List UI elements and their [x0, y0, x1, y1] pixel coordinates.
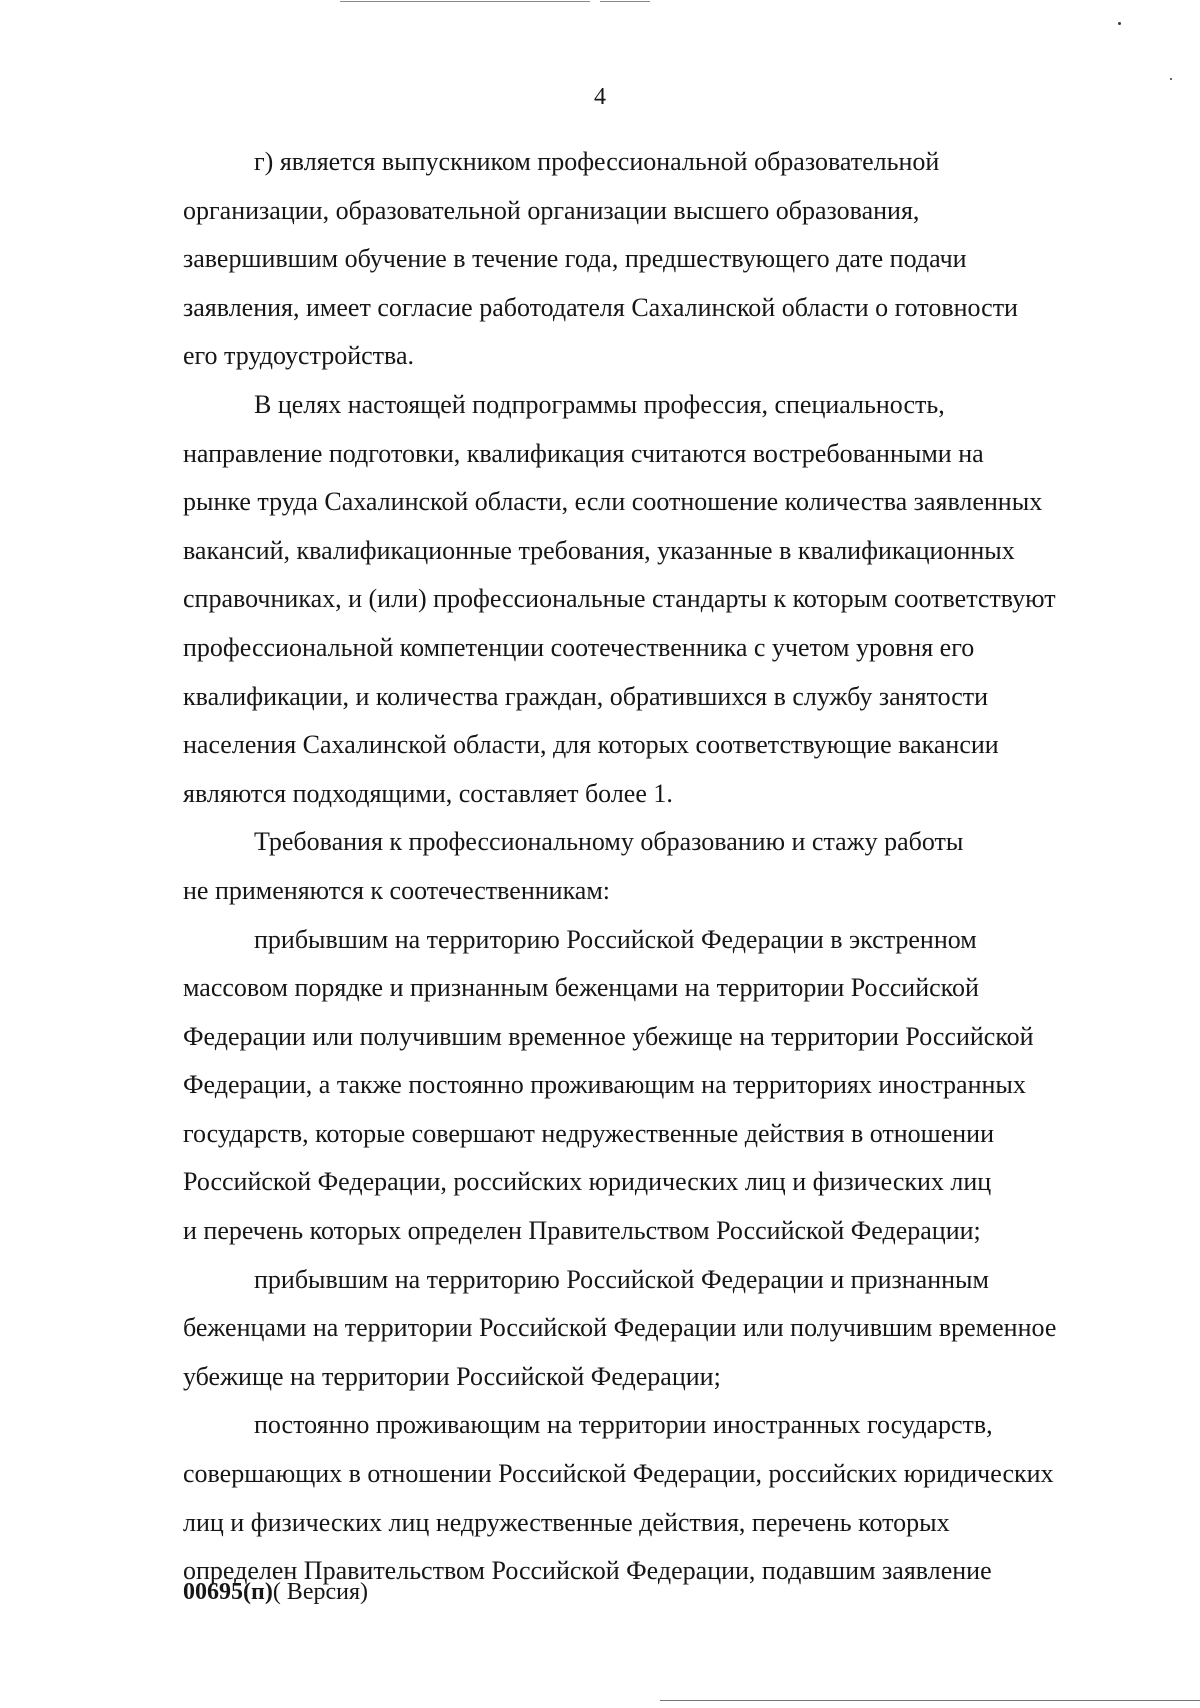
scan-artifact-dot — [1118, 22, 1121, 25]
paragraph — [183, 381, 1113, 818]
paragraph-line: убежище на территории Российской Федерации; — [183, 1361, 721, 1391]
paragraph-line: прибывшим на территорию Российской Федерации и признанным — [254, 1264, 989, 1294]
paragraph-line: массовом порядке и признанным беженцами на территории Российской — [183, 973, 979, 1003]
paragraph-line: заявления, имеет согласие работодателя Сахалинской области о готовности — [183, 292, 1018, 322]
paragraph — [183, 1256, 1113, 1402]
paragraph — [183, 1401, 1113, 1595]
paragraph-line: Федерации или получившим временное убежище на территории Российской — [183, 1021, 1034, 1051]
paragraph-line: совершающих в отношении Российской Федерации, российских юридических — [183, 1459, 1054, 1489]
paragraph-line: и перечень которых определен Правительством Российской Федерации; — [183, 1216, 981, 1246]
paragraph-line: рынке труда Сахалинской области, если соотношение количества заявленных — [183, 487, 1043, 517]
document-body — [183, 138, 1113, 1596]
scan-artifact-dot — [1170, 78, 1172, 80]
document-version: ( Версия) — [272, 1579, 368, 1605]
page-number: 4 — [594, 84, 606, 110]
paragraph — [183, 916, 1113, 1256]
paragraph-line: завершившим обучение в течение года, предшествующего дате подачи — [183, 244, 967, 274]
paragraph-line: прибывшим на территорию Российской Федерации в экстренном — [254, 924, 977, 954]
paragraph-line: организации, образовательной организации высшего образования, — [183, 195, 920, 225]
paragraph-line: Российской Федерации, российских юридических лиц и физических лиц — [183, 1167, 992, 1197]
paragraph-line: не применяются к соотечественникам: — [183, 875, 611, 905]
scan-artifact-line — [600, 1, 650, 2]
paragraph — [183, 138, 1113, 381]
paragraph-line: Требования к профессиональному образованию и стажу работы — [254, 827, 964, 857]
document-code: 00695(п) — [183, 1579, 273, 1605]
paragraph-line: квалификации, и количества граждан, обратившихся в службу занятости — [183, 681, 989, 711]
paragraph-line: определен Правительством Российской Федерации, подавшим заявление — [183, 1556, 992, 1586]
scan-artifact-line — [660, 1700, 1200, 1701]
document-footer — [183, 1577, 368, 1607]
paragraph-line: вакансий, квалификационные требования, указанные в квалификационных — [183, 535, 1015, 565]
paragraph-line: являются подходящими, составляет более 1. — [183, 778, 673, 808]
paragraph-line: государств, которые совершают недружественные действия в отношении — [183, 1118, 994, 1148]
paragraph-line: направление подготовки, квалификация считаются востребованными на — [183, 438, 984, 468]
paragraph-line: профессиональной компетенции соотечественника с учетом уровня его — [183, 632, 975, 662]
paragraph-line: его трудоустройства. — [183, 341, 415, 371]
paragraph-line: Федерации, а также постоянно проживающим на территориях иностранных — [183, 1070, 1026, 1100]
paragraph-line: справочниках, и (или) профессиональные стандарты к которым соответствуют — [183, 584, 1056, 614]
paragraph-line: лиц и физических лиц недружественные действия, перечень которых — [183, 1507, 950, 1537]
scan-artifact-line — [340, 1, 590, 2]
paragraph-line: населения Сахалинской области, для которых соответствующие вакансии — [183, 730, 999, 760]
paragraph-line: постоянно проживающим на территории иностранных государств, — [254, 1410, 993, 1440]
paragraph-line: г) является выпускником профессиональной образовательной — [254, 147, 940, 176]
paragraph-line: беженцами на территории Российской Федерации или получившим временное — [183, 1313, 1057, 1343]
paragraph-line: В целях настоящей подпрограммы профессия, специальность, — [254, 389, 945, 419]
paragraph — [183, 818, 1113, 915]
